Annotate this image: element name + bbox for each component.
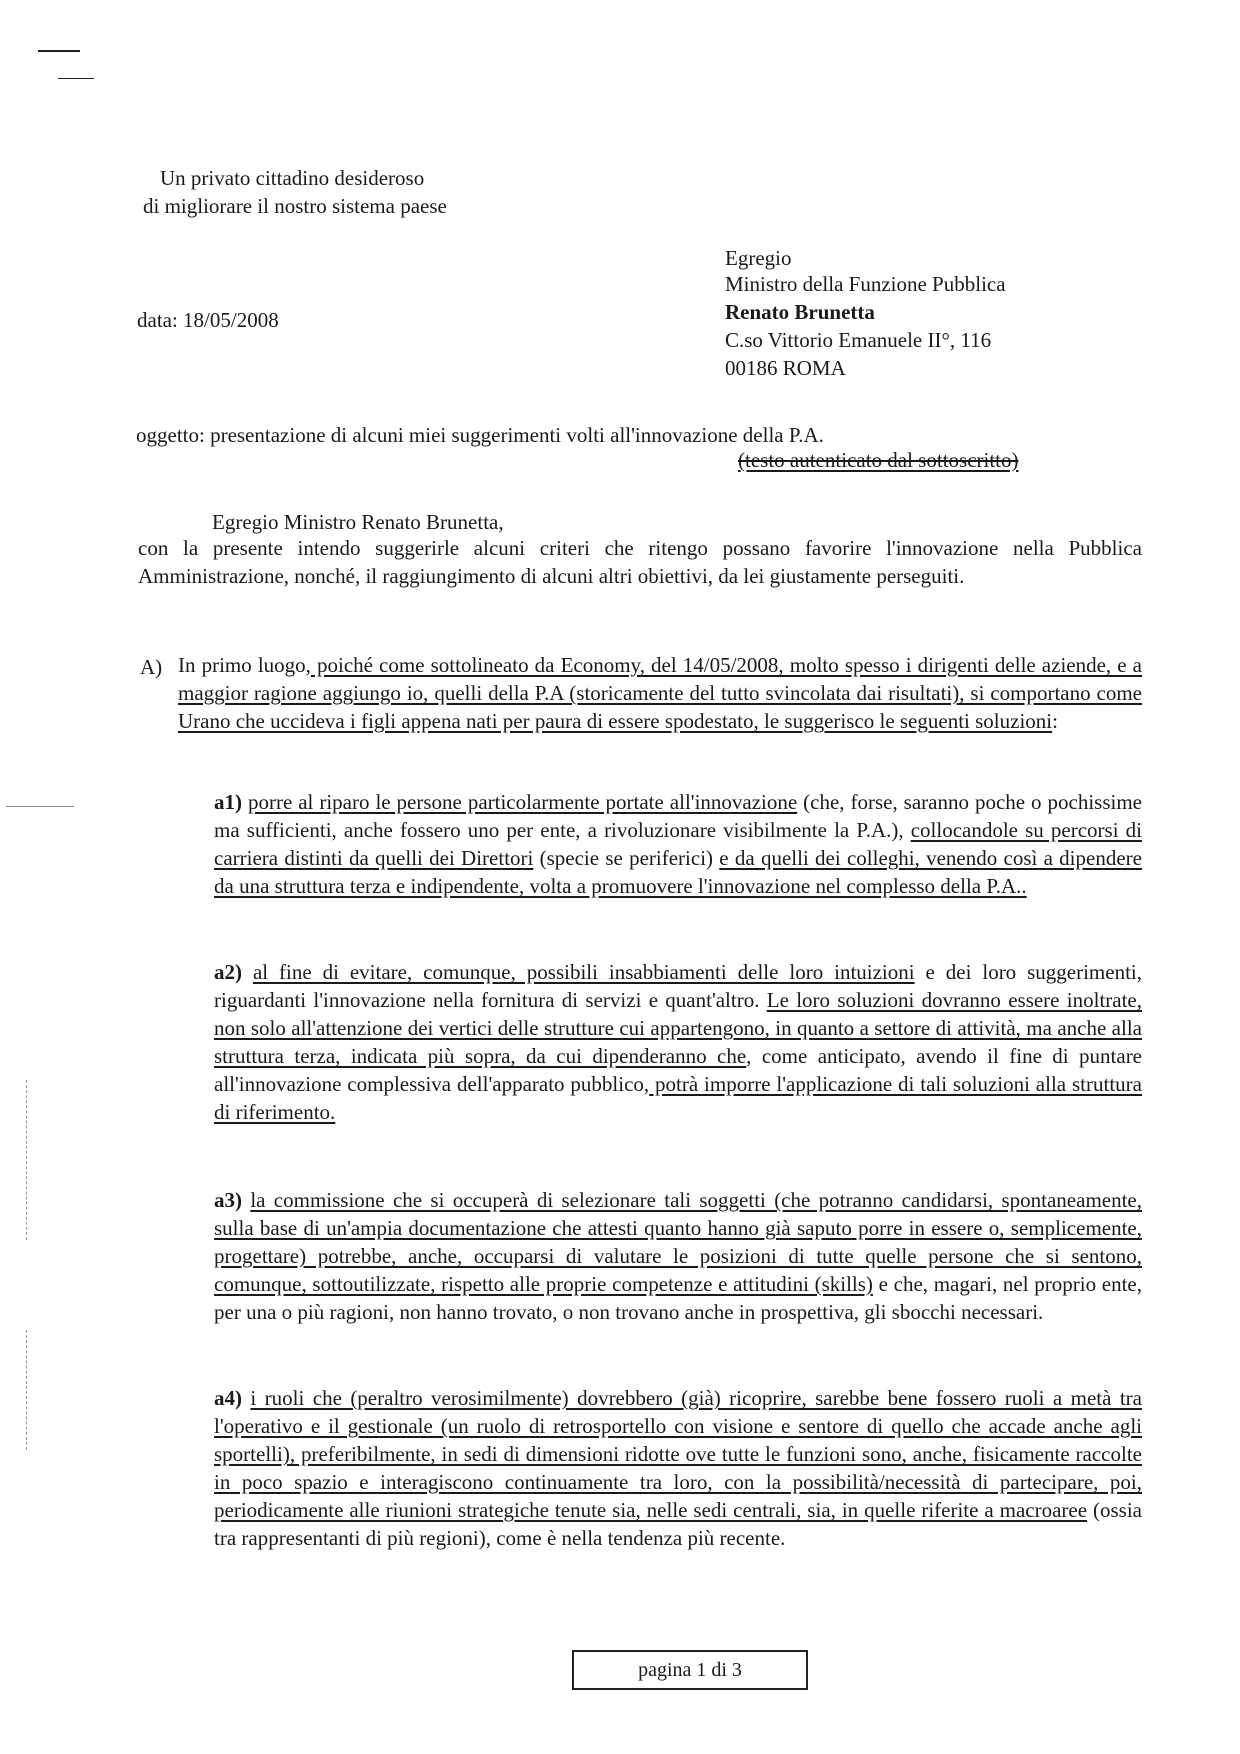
point-a3-label: a3) [214,1188,242,1212]
scan-margin-line [26,1330,27,1450]
recipient-city: 00186 ROMA [725,356,846,380]
point-a1-text-2: (che, forse, saranno poche o pochissime ma sufficienti, anche fossero uno per ente, a rivoluzionare visibilmente la P.A.), [214,790,1142,842]
point-a2-text-1: al fine di evitare, comunque, possibili insabbiamenti delle loro intuizioni [252,960,915,984]
point-a4-label: a4) [214,1386,242,1410]
section-a-underlined: poiché come sottolineato da Economy, del 14/05/2008, molto spesso i dirigenti delle aziende, e a maggior ragione aggiungo io, quelli della P.A (storicamente del tutto svincolata dai risultati), si comportano come Urano che uccideva i figli appena nati per paura di essere spodestato, le suggerisco le seguenti soluzioni [178,653,1142,733]
scan-mark [38,50,80,52]
point-a4 [214,1384,1142,1552]
point-a1-text-3: collocandole su percorsi di carriera distinti da quelli dei Direttori [214,818,1142,870]
point-a1-label: a1) [214,790,242,814]
point-a1 [214,788,1142,900]
point-a1-text-5: e da quelli dei colleghi, venendo così a dipendere da una struttura terza e indipendente, volta a promuovere l'innovazione nel complesso della P.A.. [214,846,1142,898]
point-a2 [214,958,1142,1126]
sender-line-2: di migliorare il nostro sistema paese [143,194,447,218]
page-number-box [572,1650,808,1690]
point-a3-text-1: la commissione che si occuperà di selezionare tali soggetti (che potranno candidarsi, spontaneamente, sulla base di un'ampia documentazione che attesti quanto hanno già saputo porre in essere o, semplicemente, progettare) potrebbe, anche, occuparsi di valutare le posizioni di tutte quelle persone che si sentono, comunque, sottoutilizzate, rispetto alle proprie competenze e attitudini (skills) [214,1188,1143,1296]
point-a1-text-1: porre al riparo le persone particolarmente portate all'innovazione [247,790,798,814]
section-a-paragraph [178,651,1142,735]
point-a2-text-5: potrà imporre l'applicazione di tali soluzioni alla struttura di riferimento. [214,1072,1142,1124]
point-a3 [214,1186,1142,1326]
recipient-address: C.so Vittorio Emanuele II°, 116 [725,328,992,352]
scan-margin-line [26,1080,27,1240]
recipient-name: Renato Brunetta [725,300,875,324]
point-a2-text-4: , come anticipato, avendo il fine di puntare all'innovazione complessiva dell'apparato pubblico, [214,1044,1143,1096]
sender-line-1: Un privato cittadino desideroso [160,166,425,190]
point-a3-text-2: e che, magari, nel proprio ente, per una o più ragioni, non hanno trovato, o non trovano anche in prospettiva, gli sbocchi necessari. [214,1272,1142,1324]
salutation: Egregio Ministro Renato Brunetta, [212,510,504,534]
page-number: pagina 1 di 3 [638,1658,742,1681]
section-a-tail: : [1052,709,1058,733]
section-a-lead: In primo luogo, [178,653,311,677]
point-a2-label: a2) [214,960,242,984]
recipient-title: Ministro della Funzione Pubblica [725,272,1006,296]
intro-paragraph: con la presente intendo suggerirle alcuni criteri che ritengo possano favorire l'innovazione nella Pubblica Amministrazione, nonché, il raggiungimento di alcuni altri obiettivi, da lei giustamente perseguiti. [138,536,1142,588]
point-a1-text-4: (specie se periferici) [533,846,720,870]
section-a-label: A) [140,655,163,679]
subject-line: oggetto: presentazione di alcuni miei suggerimenti volti all'innovazione della P.A. [136,423,824,447]
point-a4-text-2: (ossia tra rappresentanti di più regioni), come è nella tendenza più recente. [214,1498,1142,1550]
scan-mark [58,78,94,79]
point-a2-text-2: e dei loro suggerimenti, riguardanti l'innovazione nella fornitura di servizi e quant'altro. [214,960,1143,1012]
recipient-greeting: Egregio [725,246,792,270]
point-a4-text-1: i ruoli che (peraltro verosimilmente) dovrebbero (già) ricoprire, sarebbe bene fossero ruoli a metà tra l'operativo e il gestionale (un ruolo di retrosportello con visione e sentore di quello che accade anche agli sportelli), preferibilmente, in sedi di dimensioni ridotte ove tutte le funzioni sono, anche, fisicamente raccolte in poco spazio e interagiscono continuamente tra loro, con la possibilità/necessità di partecipare, poi, periodicamente alle riunioni strategiche tenute sia, nelle sedi centrali, sia, in quelle riferite a macroaree [214,1386,1142,1522]
scan-mark [6,806,74,807]
subject-note: (testo autenticato dal sottoscritto) [738,448,1019,472]
letter-date: data: 18/05/2008 [137,308,279,332]
point-a2-text-3: Le loro soluzioni dovranno essere inoltrate, non solo all'attenzione dei vertici delle strutture cui appartengono, in quanto a settore di attività, ma anche alla struttura terza, indicata più sopra, da cui dipenderanno che [214,988,1143,1068]
